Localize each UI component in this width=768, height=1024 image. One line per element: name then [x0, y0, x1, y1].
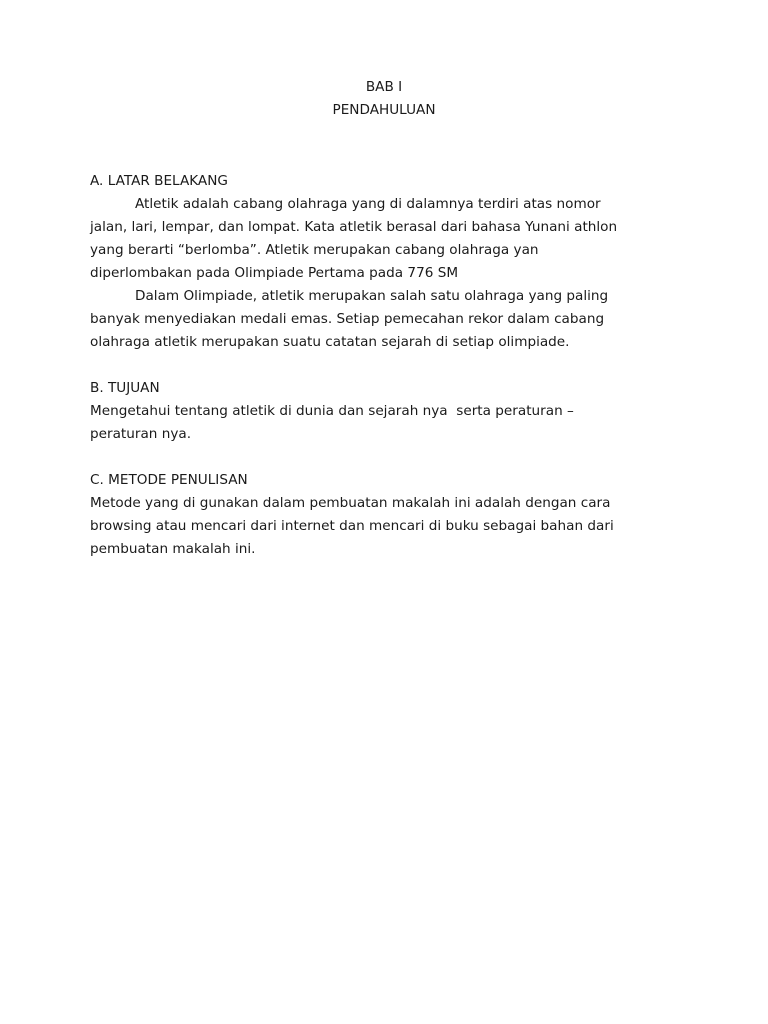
paragraph-line: Metode yang di gunakan dalam pembuatan makalah ini adalah dengan cara — [90, 495, 611, 511]
paragraph-line: jalan, lari, lempar, dan lompat. Kata atletik berasal dari bahasa Yunani athlon — [90, 219, 618, 235]
section-heading: B. TUJUAN — [90, 380, 160, 396]
section-metode-penulisan — [90, 469, 690, 561]
paragraph-line: yang berarti “berlomba”. Atletik merupakan cabang olahraga yan — [90, 242, 539, 258]
chapter-header — [78, 76, 690, 122]
paragraph-line: pembuatan makalah ini. — [90, 541, 256, 557]
section-latar-belakang — [90, 170, 690, 354]
section-heading: A. LATAR BELAKANG — [90, 173, 228, 189]
paragraph-line: banyak menyediakan medali emas. Setiap pemecahan rekor dalam cabang — [90, 311, 605, 327]
paragraph-line: Atletik adalah cabang olahraga yang di dalamnya terdiri atas nomor — [135, 196, 601, 212]
paragraph-line: Dalam Olimpiade, atletik merupakan salah satu olahraga yang paling — [135, 288, 609, 304]
paragraph-line: browsing atau mencari dari internet dan mencari di buku sebagai bahan dari — [90, 518, 614, 534]
section-heading: C. METODE PENULISAN — [90, 472, 248, 488]
section-tujuan — [90, 377, 690, 446]
paragraph-line: peraturan nya. — [90, 426, 192, 442]
chapter-title: PENDAHULUAN — [332, 102, 436, 118]
document-page — [90, 76, 690, 561]
paragraph-line: diperlombakan pada Olimpiade Pertama pada 776 SM — [90, 265, 459, 281]
paragraph-line: Mengetahui tentang atletik di dunia dan sejarah nya serta peraturan – — [90, 403, 574, 419]
chapter-number: BAB I — [365, 79, 403, 95]
paragraph-line: olahraga atletik merupakan suatu catatan sejarah di setiap olimpiade. — [90, 334, 570, 350]
